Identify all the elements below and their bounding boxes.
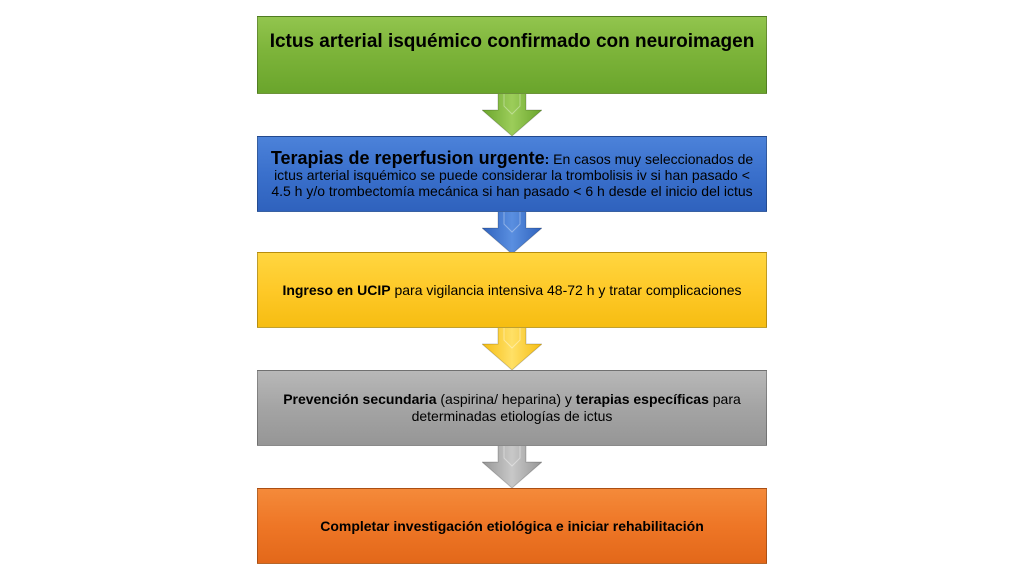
step-title: Completar investigación etiológica e iniciar rehabilitación xyxy=(320,517,704,534)
step-bold-text: terapias específicas xyxy=(575,391,709,407)
step-box-rehabilitation xyxy=(257,488,767,564)
step-title: Ictus arterial isquémico confirmado con neuroimagen xyxy=(269,31,755,52)
step-text xyxy=(282,282,741,299)
step-box-secondary-prevention xyxy=(257,370,767,446)
step-box-confirmed-stroke xyxy=(257,16,767,94)
step-description: En casos muy seleccionados de ictus arterial isquémico se puede considerar la trombolisis iv si han pasado < 4.5 h y/o trombectomía mecánica si han pasado < 6 h desde el inicio del ictus xyxy=(271,150,754,199)
step-bold-text: Prevención secundaria xyxy=(283,391,437,407)
step-bold-text: Ingreso en UCIP xyxy=(282,281,391,298)
step-title: Terapias de reperfusion urgente xyxy=(270,147,545,168)
step-text xyxy=(268,147,756,199)
step-description: para determinadas etiologías de ictus xyxy=(411,391,741,424)
step-description: (aspirina/ heparina) y xyxy=(436,391,576,407)
step-colon: : xyxy=(544,150,550,167)
step-box-reperfusion xyxy=(257,136,767,212)
step-text xyxy=(268,391,756,425)
step-box-ucip-admission xyxy=(257,252,767,328)
step-description: para vigilancia intensiva 48-72 h y tratar complicaciones xyxy=(390,281,742,298)
